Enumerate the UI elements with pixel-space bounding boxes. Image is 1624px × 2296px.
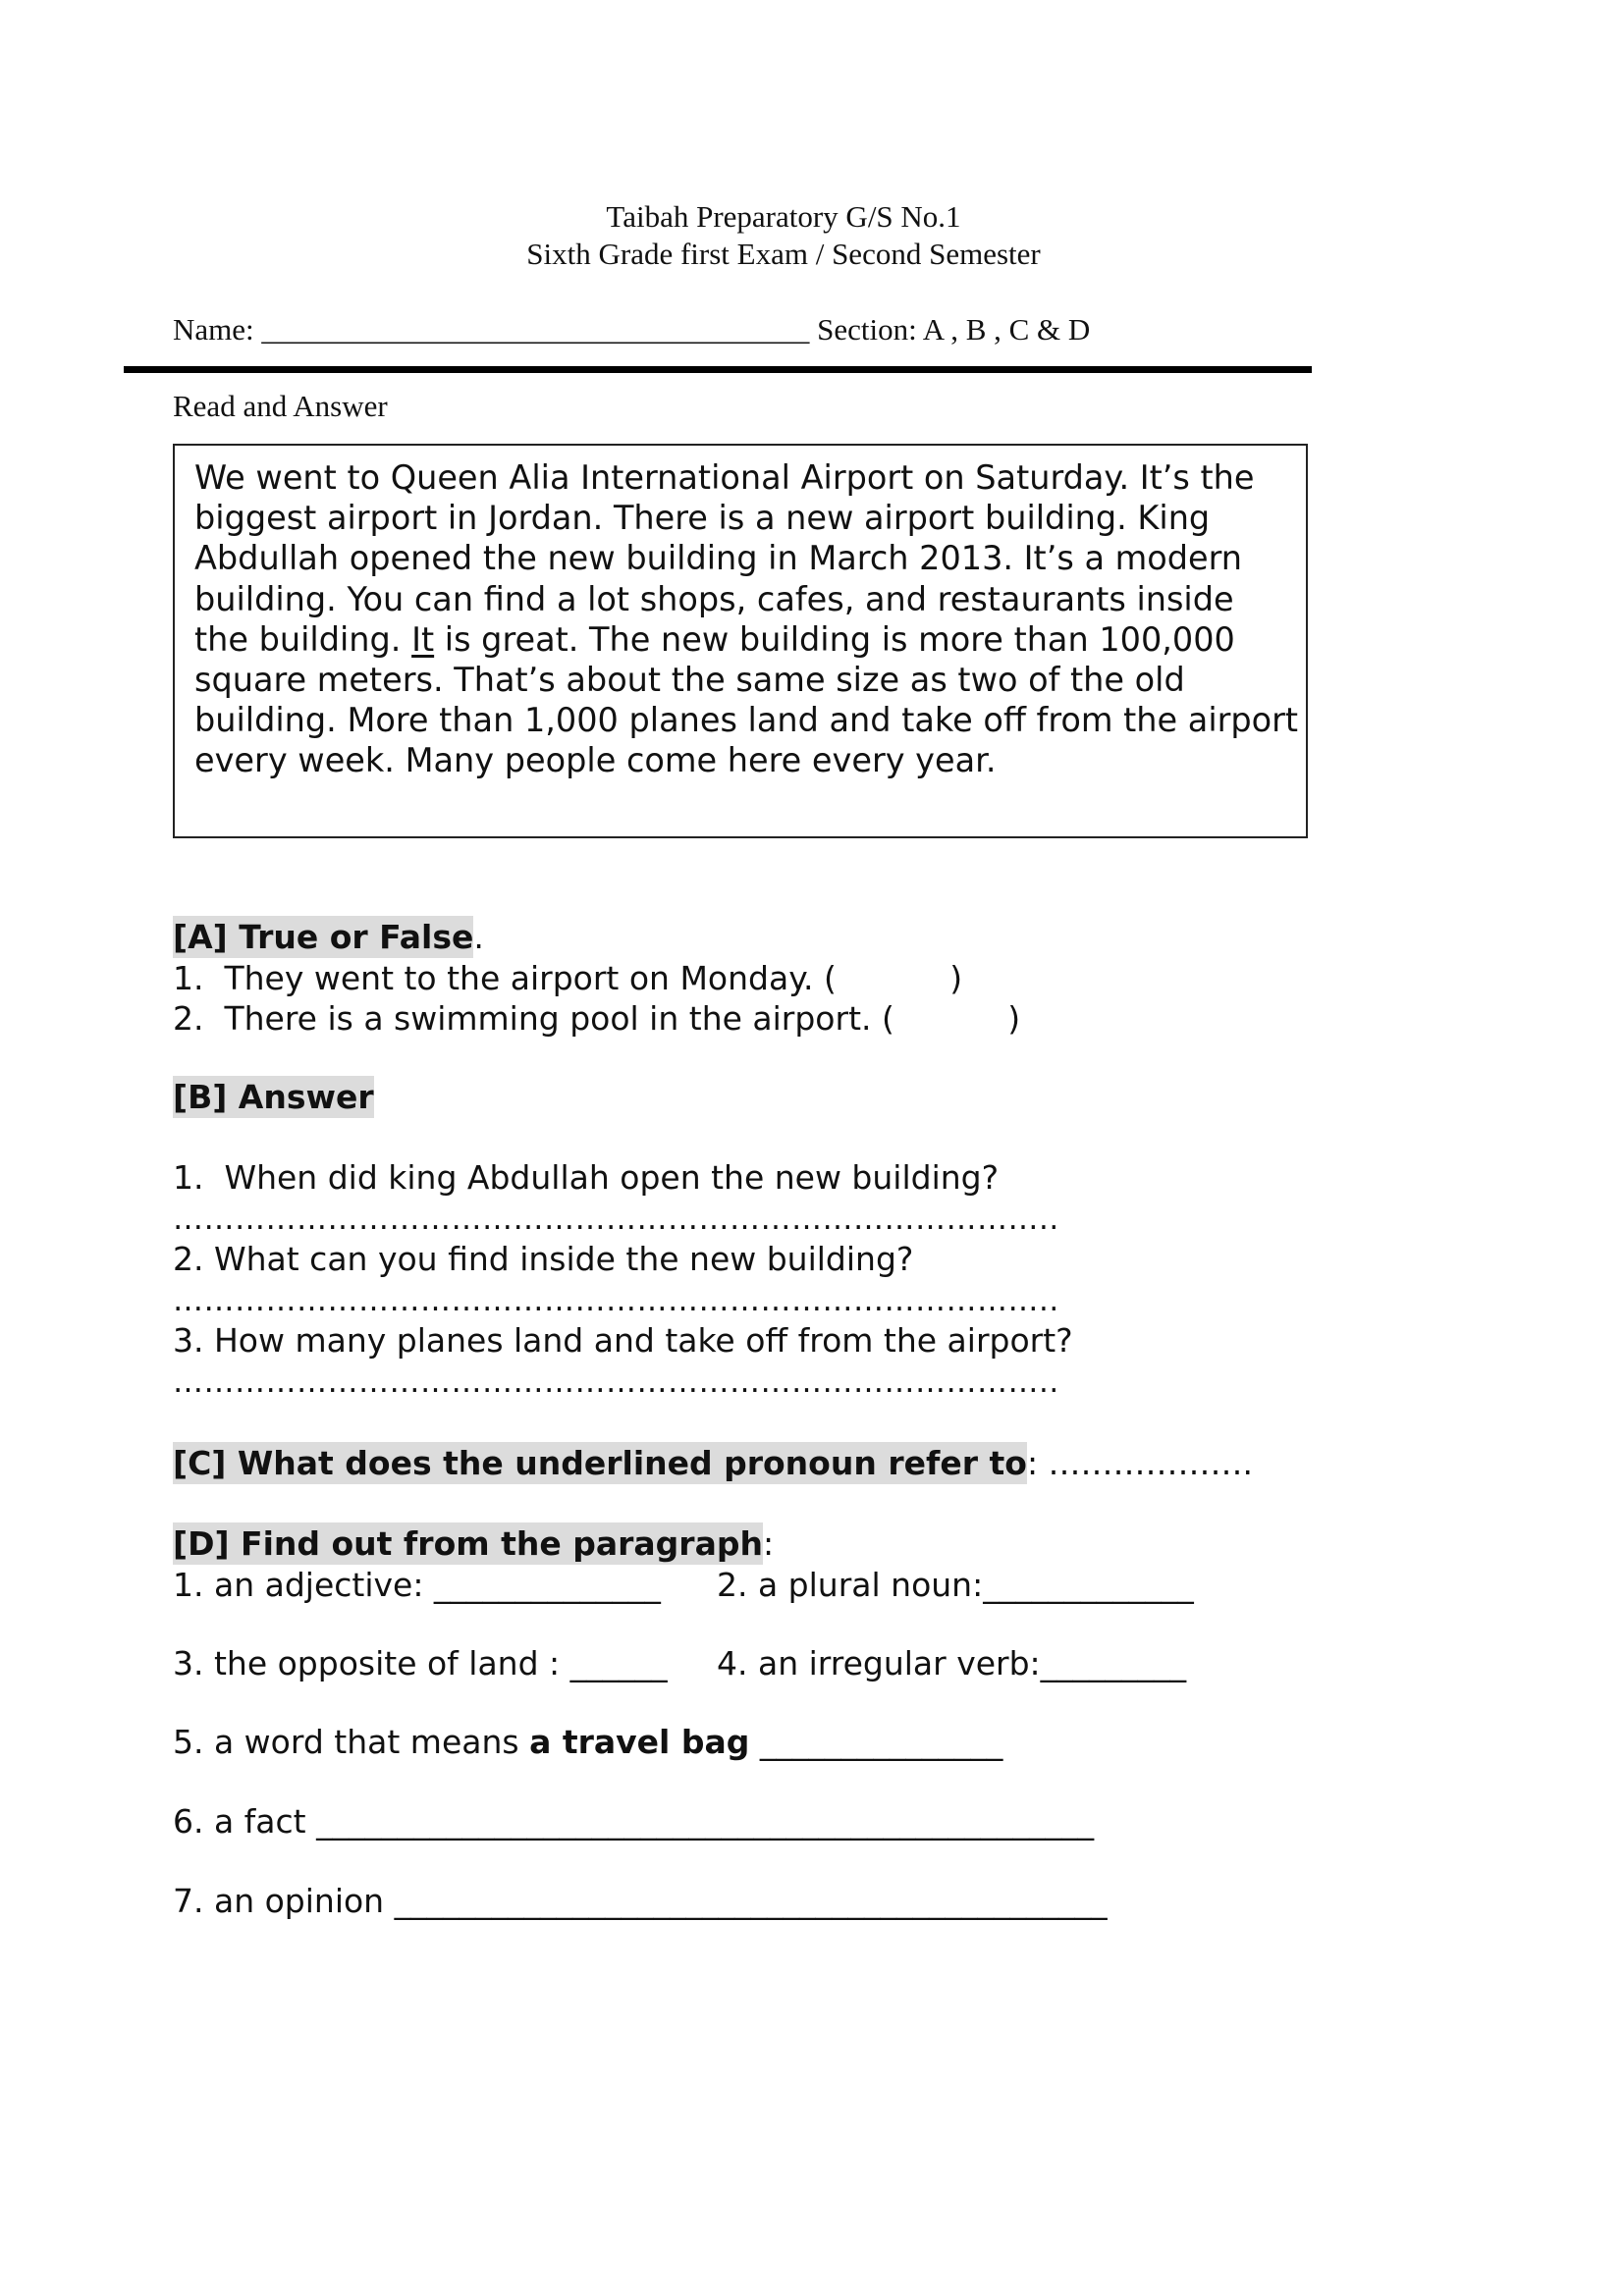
find-adjective[interactable]: 1. an adjective: ______________ (173, 1566, 661, 1604)
passage-line: Abdullah opened the new building in March 2013. It’s a modern (194, 539, 1243, 578)
underlined-pronoun: It (411, 619, 435, 659)
passage-line: the building. (194, 619, 412, 659)
item5-bold: a travel bag (529, 1723, 750, 1761)
passage-line: is great. The new building is more than 100,000 (434, 619, 1235, 659)
find-opposite-of-land[interactable]: 3. the opposite of land : ______ (173, 1644, 668, 1682)
section-b-heading: [B] Answer (173, 1078, 374, 1116)
section-d-heading: [D] Find out from the paragraph (173, 1524, 763, 1563)
section-a-heading-row (173, 918, 484, 956)
find-irregular-verb[interactable]: 4. an irregular verb:_________ (717, 1644, 1187, 1682)
passage-line: building. You can find a lot shops, cafes, and restaurants inside (194, 579, 1234, 618)
answer-question-1: 1. When did king Abdullah open the new building? (173, 1158, 1000, 1197)
answer-line-2[interactable]: ………………………………………………………………………….. (173, 1283, 1059, 1318)
passage-line: building. More than 1,000 planes land and take off from the airport (194, 701, 1299, 740)
instruction: Read and Answer (173, 389, 388, 423)
school-name: Taibah Preparatory G/S No.1 (606, 199, 961, 234)
passage-line: biggest airport in Jordan. There is a new airport building. King (194, 499, 1211, 538)
passage-line: every week. Many people come here every year. (194, 741, 997, 780)
reading-passage (194, 457, 1298, 781)
item5-blank[interactable]: _______________ (749, 1723, 1003, 1761)
find-fact[interactable]: 6. a fact ________________________________________________ (173, 1802, 1095, 1841)
find-plural-noun[interactable]: 2. a plural noun:_____________ (717, 1566, 1194, 1604)
section-c-row (173, 1444, 1253, 1482)
answer-question-2: 2. What can you find inside the new building? (173, 1240, 914, 1278)
item5-prefix: 5. a word that means (173, 1723, 530, 1761)
section-a-heading-suffix: . (473, 918, 484, 956)
find-travel-bag-word[interactable] (173, 1723, 1002, 1761)
find-opinion[interactable]: 7. an opinion ____________________________________________ (173, 1882, 1108, 1920)
header-divider (124, 366, 1312, 373)
section-c-answer-line[interactable]: : ………………. (1026, 1444, 1254, 1482)
answer-question-3: 3. How many planes land and take off from the airport? (173, 1321, 1073, 1360)
name-section-line: Name: ____________________________________ Section: A , B , C & D (173, 312, 1091, 347)
section-b-heading-row (173, 1078, 374, 1116)
exam-title: Sixth Grade first Exam / Second Semester (526, 237, 1041, 271)
section-d-heading-suffix: : (762, 1524, 775, 1563)
true-false-question-2: 2. There is a swimming pool in the airport. ( ) (173, 999, 1021, 1038)
section-d-heading-row (173, 1524, 774, 1563)
passage-line: square meters. That’s about the same size as two of the old (194, 661, 1185, 700)
true-false-question-1: 1. They went to the airport on Monday. ( ) (173, 959, 963, 997)
answer-line-1[interactable]: ………………………………………………………………………….. (173, 1201, 1059, 1237)
section-c-heading: [C] What does the underlined pronoun refer to (173, 1444, 1027, 1482)
passage-line: We went to Queen Alia International Airport on Saturday. It’s the (194, 458, 1255, 497)
answer-line-3[interactable]: ………………………………………………………………………….. (173, 1364, 1059, 1400)
section-a-heading: [A] True or False (173, 918, 474, 956)
